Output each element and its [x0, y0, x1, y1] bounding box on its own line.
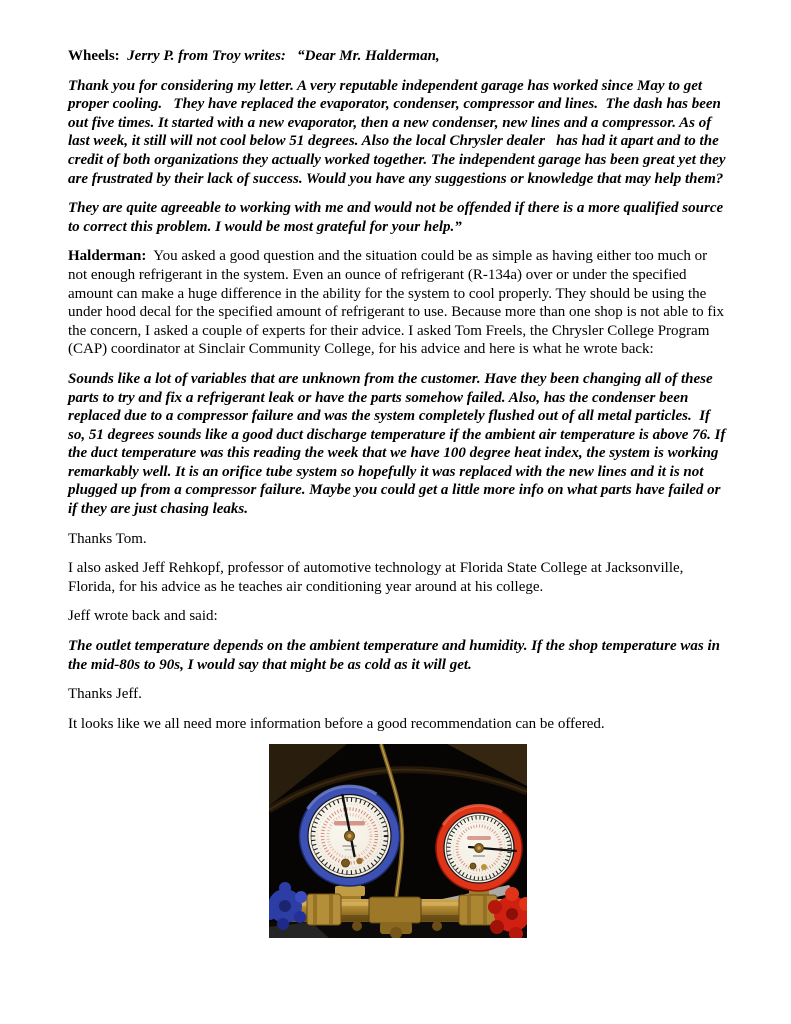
answer-label: Halderman: — [68, 248, 147, 265]
low-side-gauge — [300, 786, 400, 886]
closing-line: It looks like we all need more information before a good recommendation can be offered. — [68, 715, 605, 732]
question-header — [68, 47, 728, 66]
question-label: Wheels: — [68, 48, 120, 64]
manifold-gauge-photo — [269, 744, 527, 938]
manifold-gauge-photo-graphic — [269, 744, 527, 938]
expert1-quote: Sounds like a lot of variables that are unknown from the customer. Have they been changing all of these parts to try and fix a refrigerant leak or have the parts somehow failed. Also, has the condenser been replaced due to a compressor failure and was the system completely flushed out of all metal particles. If so, 51 degrees sounds like a good duct discharge temperature if the ambient air temperature is above 76. If the duct temperature was this reading the week that we have 100 degree heat index, the system is working remarkably well. It is an orifice tube system so hopefully it was replaced with the new lines and it is not plugged up from a compressor failure. Maybe you could get a little more info on what parts have failed or if they are just chasing leaks. — [68, 370, 730, 518]
question-salutation: “Dear Mr. Halderman, — [285, 48, 440, 64]
jeff-intro: I also asked Jeff Rehkopf, professor of automotive technology at Florida State College at Jacksonville, Florida, for his advice as he teaches air conditioning year around at his college. — [68, 560, 688, 595]
thanks-jeff: Thanks Jeff. — [68, 686, 142, 703]
jeff-wrote-back: Jeff wrote back and said: — [68, 608, 218, 625]
letter-paragraph-2: They are quite agreeable to working with me and would not be offended if there is a more qualified source to correct this problem. I would be most grateful for your help.” — [68, 200, 727, 235]
letter-paragraph-1: Thank you for considering my letter. A very reputable independent garage has worked since May to get proper cooling. They have replaced the evaporator, condenser, compressor and lines. The dash has been out five times. It started with a new evaporator, then a new condenser, new lines and a compressor. As of last week, it still will not cool below 51 degrees. Also the local Chrysler dealer has had it apart and to the credit of both organizations they actually worked together. The independent garage has been great yet they are frustrated by their lack of success. Would you have any suggestions or knowledge that may help them? — [68, 77, 730, 187]
answer-text: You asked a good question and the situation could be as simple as having either too much or not enough refrigerant in the system. Even an ounce of refrigerant (R-134a) over or under the specified amount can make a huge difference in the ability for the system to cool properly. They should be using the under hood decal for the specified amount of refrigerant to use. Because more than one shop is not able to fix the concern, I asked a couple of experts for their advice. I asked Tom Freels, the Chrysler College Program (CAP) coordinator at Sinclair Community College, for his advice and here is what he wrote back: — [68, 248, 728, 358]
question-intro: Jerry P. from Troy writes: — [119, 48, 286, 64]
answer-paragraph — [68, 247, 728, 359]
expert2-quote: The outlet temperature depends on the ambient temperature and humidity. If the shop temperature was in the mid-80s to 90s, I would say that might be as cold as it will get. — [68, 638, 724, 673]
high-side-gauge — [436, 805, 522, 891]
thanks-tom: Thanks Tom. — [68, 530, 147, 547]
